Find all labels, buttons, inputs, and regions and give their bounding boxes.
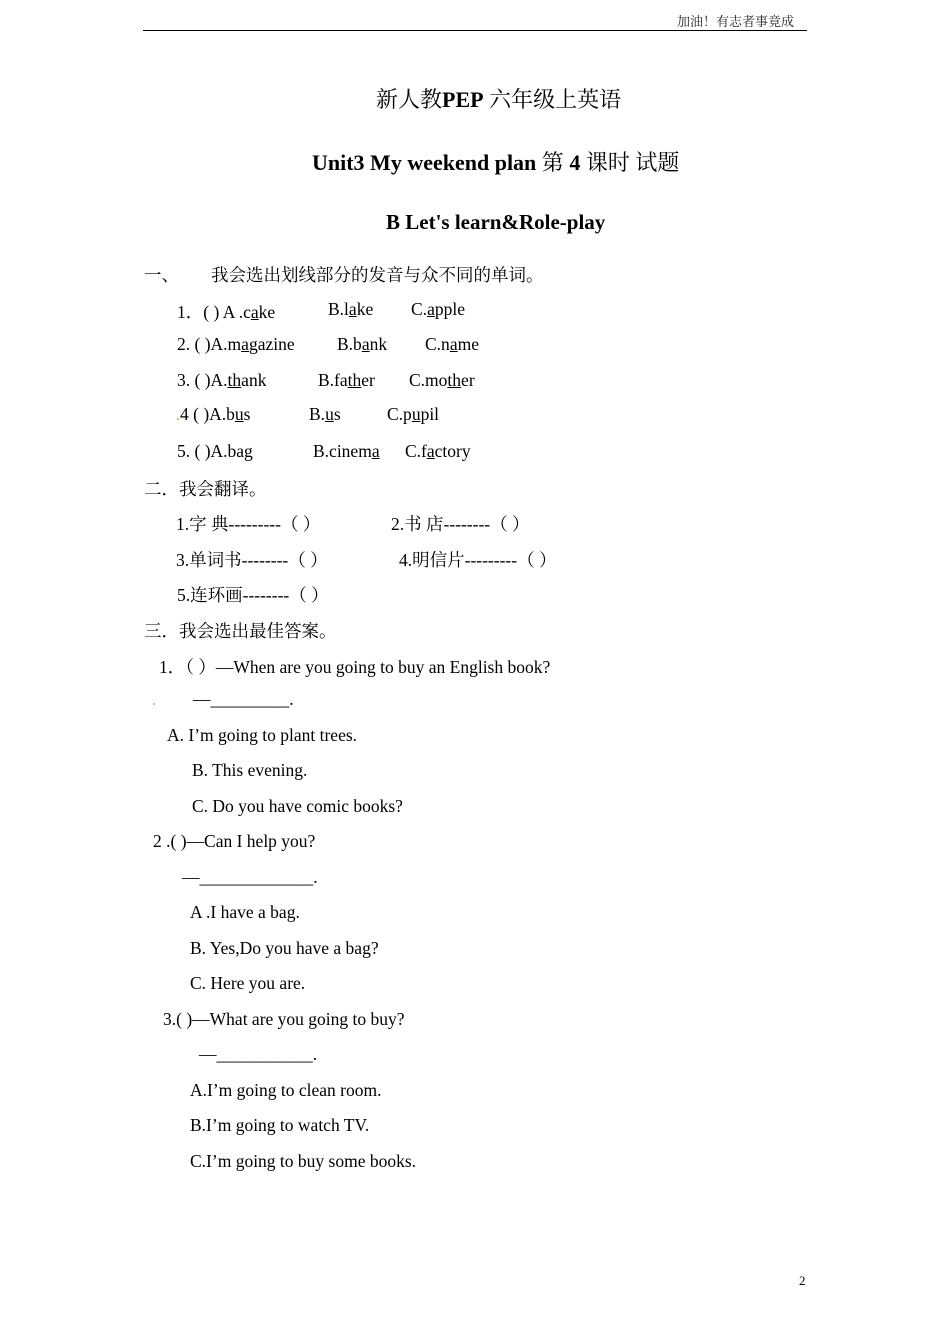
s1-item-2-b: B.bank xyxy=(337,334,388,354)
title-lesson-label: 第 xyxy=(536,150,570,175)
s3-q1-question: 1．（ ）—When are you going to buy an English book? xyxy=(159,657,551,677)
s3-q2-question: 2 .( )—Can I help you? xyxy=(153,831,316,851)
s1-item-2-c: C.name xyxy=(425,334,479,354)
title-line-1-pep: PEP xyxy=(442,87,484,112)
title-lesson-number: 4 xyxy=(569,150,581,175)
title-line-3: B Let's learn&Role-play xyxy=(386,210,606,234)
s1-item-3-a: 3. ( )A.thank xyxy=(177,370,267,390)
title-line-2 xyxy=(312,146,679,177)
s1-item-5-a: 5. ( )A.bag xyxy=(177,441,253,461)
s3-q2-option-a: A .I have a bag. xyxy=(190,902,300,922)
header-motto: 加油！有志者事竟成 xyxy=(677,14,795,29)
s1-item-4-b: B.us xyxy=(309,404,341,424)
s3-q1-option-c: C. Do you have comic books? xyxy=(192,796,403,816)
s3-q1-option-a: A. I’m going to plant trees. xyxy=(167,725,358,745)
title-unit: Unit3 My weekend plan xyxy=(312,150,537,175)
s3-q2-option-c: C. Here you are. xyxy=(190,973,306,993)
s1-item-1-b: B.lake xyxy=(328,299,374,319)
s1-item-1-a: 1．( ) A .cake xyxy=(177,302,276,322)
s3-q2-blank: —_____________. xyxy=(182,867,318,887)
section-1-heading: 我会选出划线部分的发音与众不同的单词。 xyxy=(211,265,544,285)
s2-item-3: 3.单词书--------（ ） xyxy=(176,550,328,570)
s2-item-1: 1.字 典---------（ ） xyxy=(176,514,321,534)
s1-item-2-a: 2. ( )A.magazine xyxy=(177,334,295,354)
s3-q3-blank: —___________. xyxy=(199,1044,318,1064)
s1-item-4-a: 4 ( )A.bus xyxy=(180,404,251,424)
s1-item-5-b: B.cinema xyxy=(313,441,380,461)
s1-item-3-c: C.mother xyxy=(409,370,475,390)
title-line-1-prefix: 新人教 xyxy=(376,87,443,112)
page-number: 2 xyxy=(799,1273,806,1288)
s1-item-5-c: C.factory xyxy=(405,441,471,461)
s3-q1-option-b: B. This evening. xyxy=(192,760,308,780)
title-line-1-suffix: 六年级上英语 xyxy=(489,87,622,112)
s2-item-4: 4.明信片---------（ ） xyxy=(399,550,557,570)
s3-q1-blank: —_________. xyxy=(193,689,294,709)
s3-q3-question: 3.( )—What are you going to buy? xyxy=(163,1009,405,1029)
section-3-heading: 三．我会选出最佳答案。 xyxy=(144,621,337,641)
section-2-heading: 二．我会翻译。 xyxy=(144,479,267,499)
title-line-1 xyxy=(376,83,621,114)
s1-item-1-c: C.apple xyxy=(411,299,465,319)
s3-q3-option-c: C.I’m going to buy some books. xyxy=(190,1151,417,1171)
s3-q3-option-a: A.I’m going to clean room. xyxy=(190,1080,382,1100)
s1-item-3-b: B.father xyxy=(318,370,375,390)
s3-q3-option-b: B.I’m going to watch TV. xyxy=(190,1115,370,1135)
stray-dot xyxy=(177,418,179,420)
title-lesson-suffix: 课时 试题 xyxy=(580,150,680,175)
s1-item-4-c: C.pupil xyxy=(387,404,440,424)
s2-item-5: 5.连环画--------（ ） xyxy=(177,585,329,605)
s3-q2-option-b: B. Yes,Do you have a bag? xyxy=(190,938,379,958)
s2-item-2: 2.书 店--------（ ） xyxy=(391,514,530,534)
section-1-heading-number: 一、 xyxy=(144,265,179,285)
stray-dot xyxy=(153,703,155,705)
header-rule xyxy=(143,30,807,31)
